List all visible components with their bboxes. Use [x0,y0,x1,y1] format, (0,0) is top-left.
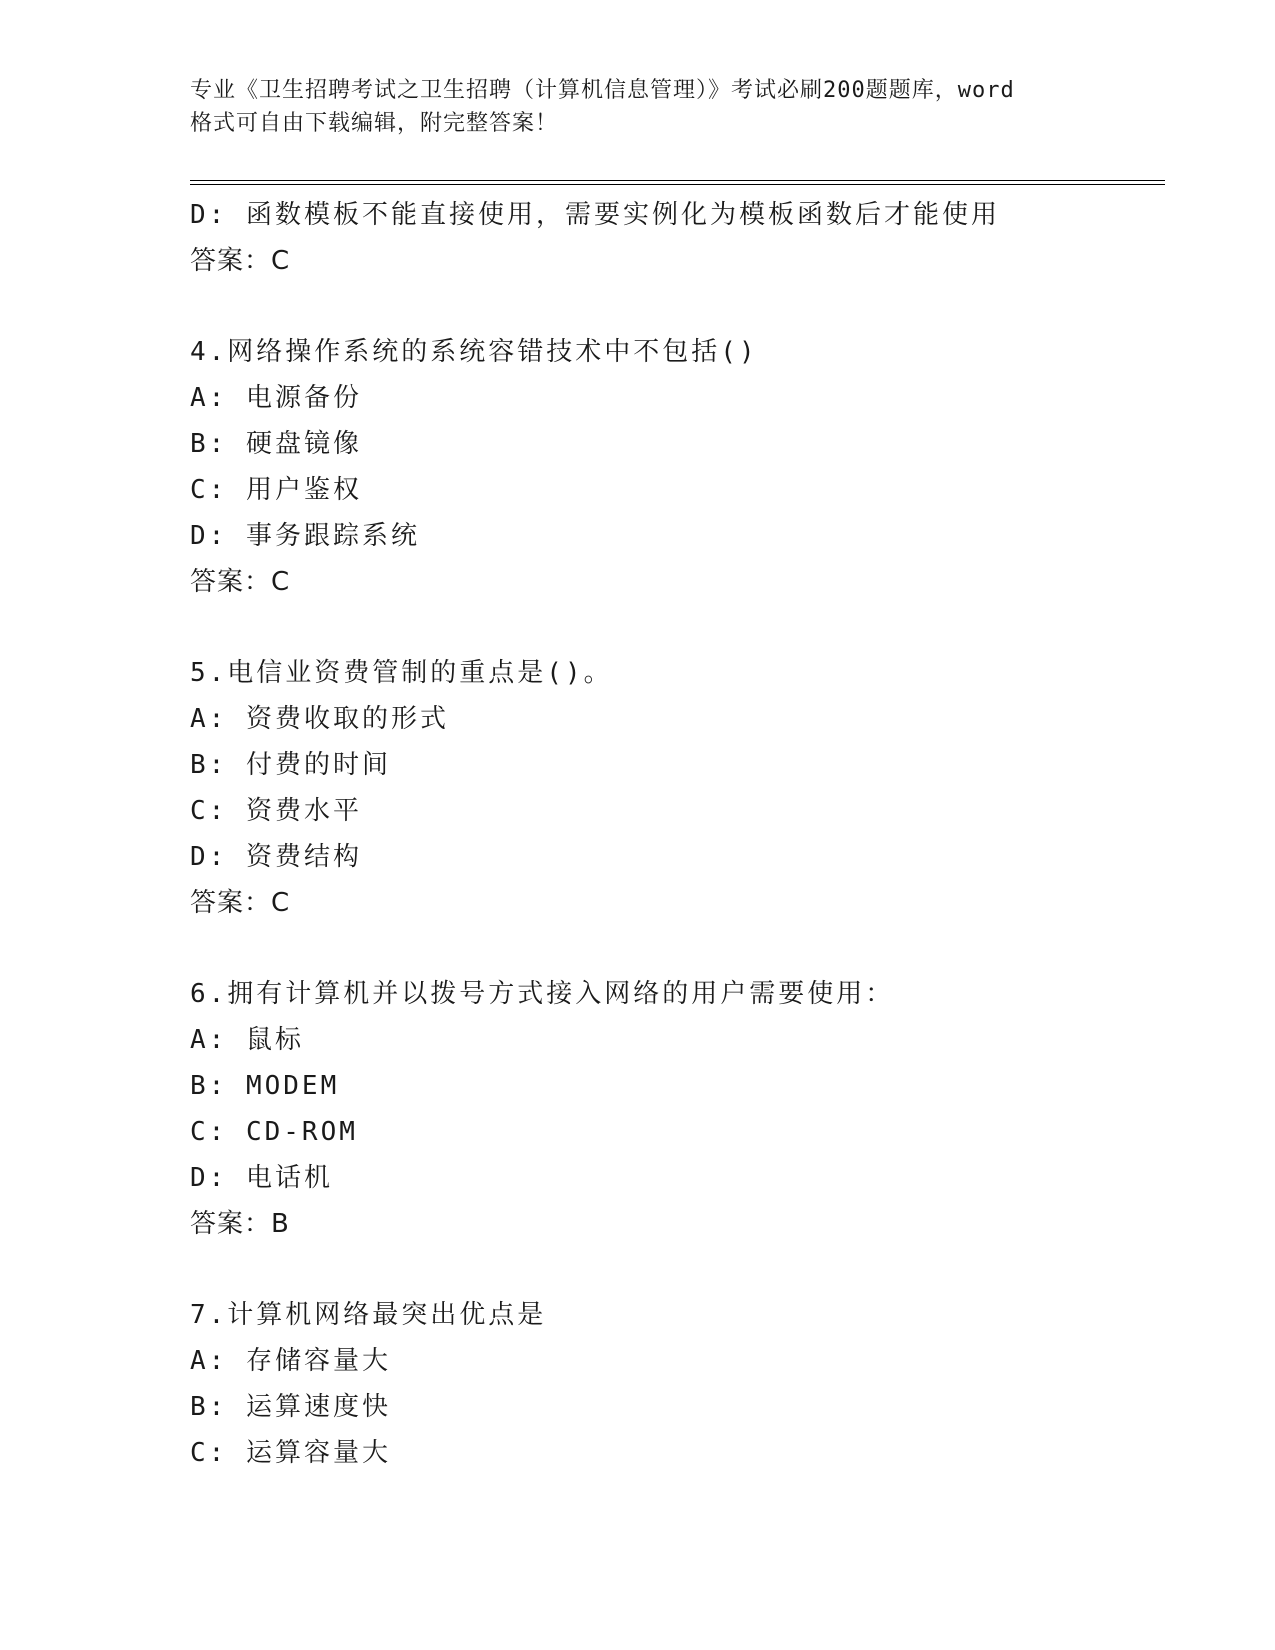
header-title-line-2: 格式可自由下载编辑，附完整答案！ [190,111,559,136]
option-b: B: 运算速度快 [190,1392,391,1422]
option-d: D: 事务跟踪系统 [190,521,420,551]
question-carryover [190,192,1150,284]
question-7 [190,1292,1150,1476]
question-6 [190,971,1150,1247]
answer-line: 答案：C [190,246,291,276]
answer-line: 答案：B [190,1209,290,1239]
question-5 [190,650,1150,926]
question-list [190,192,1150,1476]
header-divider-bottom [190,184,1165,185]
question-stem: 5.电信业资费管制的重点是()。 [190,658,613,688]
option-b: B: 付费的时间 [190,750,391,780]
option-b: B: MODEM [190,1071,340,1101]
option-d: D: 资费结构 [190,842,362,872]
question-stem: 4.网络操作系统的系统容错技术中不包括() [190,337,758,367]
option-c: C: CD-ROM [190,1117,358,1147]
question-stem: 7.计算机网络最突出优点是 [190,1300,547,1330]
option-c: C: 用户鉴权 [190,475,362,505]
option-a: A: 存储容量大 [190,1346,391,1376]
option-a: A: 资费收取的形式 [190,704,449,734]
header-divider-top [190,180,1165,181]
document-header [190,74,1090,140]
header-title-line-1: 专业《卫生招聘考试之卫生招聘（计算机信息管理）》考试必刷200题题库，word [190,78,1015,103]
option-b: B: 硬盘镜像 [190,429,362,459]
option-d: D: 函数模板不能直接使用，需要实例化为模板函数后才能使用 [190,200,1000,230]
answer-line: 答案：C [190,567,291,597]
option-d: D: 电话机 [190,1163,333,1193]
question-4 [190,329,1150,605]
option-a: A: 电源备份 [190,383,362,413]
question-stem: 6.拥有计算机并以拨号方式接入网络的用户需要使用： [190,979,895,1009]
option-a: A: 鼠标 [190,1025,304,1055]
option-c: C: 运算容量大 [190,1438,391,1468]
answer-line: 答案：C [190,888,291,918]
option-c: C: 资费水平 [190,796,362,826]
